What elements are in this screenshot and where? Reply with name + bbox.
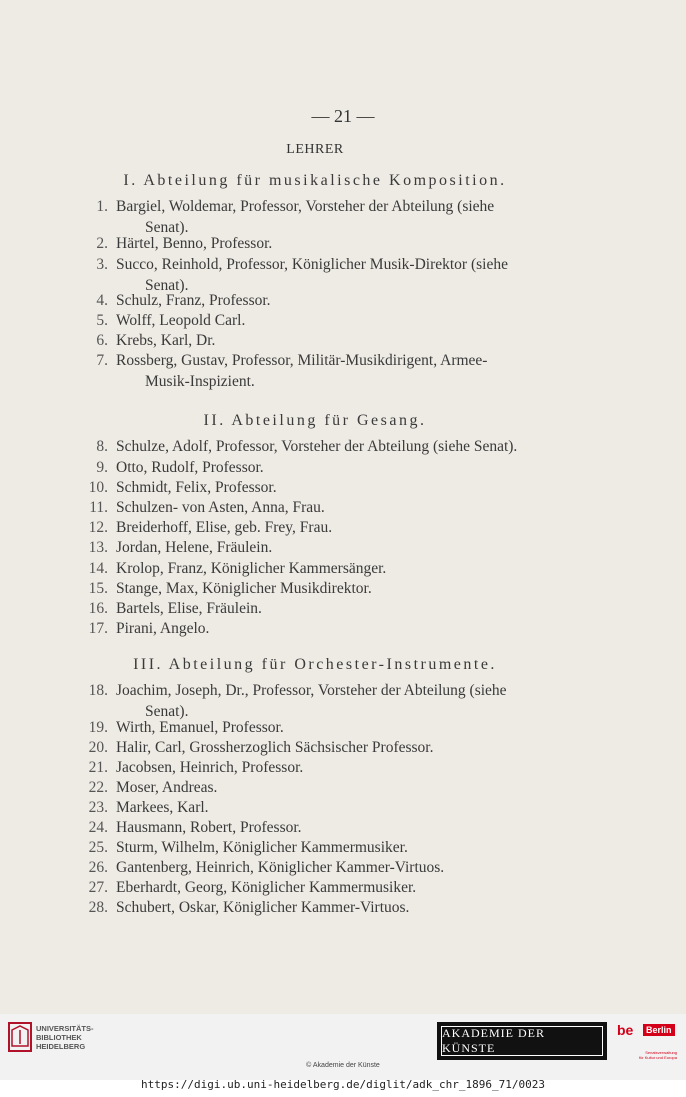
entry-text: Wirth, Emanuel, Professor. [116, 719, 284, 736]
list-item [78, 777, 554, 798]
entry-text: Bartels, Elise, Fräulein. [116, 600, 262, 617]
entry-number: 14. [88, 560, 108, 577]
entry-number: 5. [96, 312, 108, 329]
entry-text: Markees, Karl. [116, 799, 209, 816]
section-title-singing: II. Abteilung für Gesang. [203, 412, 427, 429]
list-item [78, 497, 554, 518]
entry-continuation: Musik-Inspizient. [145, 373, 255, 390]
entry-number: 25. [88, 839, 108, 856]
entry-continuation: Senat). [145, 219, 189, 236]
list-item [78, 680, 554, 722]
entry-text: Moser, Andreas. [116, 779, 218, 796]
entry-continuation: Senat). [145, 703, 189, 720]
akademie-label: AKADEMIE DER KÜNSTE [441, 1026, 603, 1056]
copyright-text: © Akademie der Künste [306, 1062, 380, 1069]
be-label: be [617, 1022, 634, 1038]
entry-number: 2. [96, 235, 108, 252]
entry-text: Sturm, Wilhelm, Königlicher Kammermusiker. [116, 839, 408, 856]
entry-number: 4. [96, 292, 108, 309]
list-item [78, 350, 554, 392]
list-item [78, 817, 554, 838]
list-item [78, 837, 554, 858]
list-item [78, 558, 554, 579]
entry-number: 21. [88, 759, 108, 776]
entry-number: 18. [88, 682, 108, 699]
entry-number: 16. [88, 600, 108, 617]
entry-text: Bargiel, Woldemar, Professor, Vorsteher der Abteilung (siehe [116, 198, 495, 215]
source-url[interactable]: https://digi.ub.uni-heidelberg.de/diglit/adk_chr_1896_71/0023 [141, 1078, 545, 1091]
section-title-composition: I. Abteilung für musikalische Komposition. [123, 172, 507, 189]
entry-text: Hausmann, Robert, Professor. [116, 819, 302, 836]
entry-text: Schulze, Adolf, Professor, Vorsteher der Abteilung (siehe Senat). [116, 438, 518, 455]
entry-text: Schulz, Franz, Professor. [116, 292, 271, 309]
entry-number: 10. [88, 479, 108, 496]
entry-number: 23. [88, 799, 108, 816]
entry-text: Otto, Rudolf, Professor. [116, 459, 264, 476]
entry-text: Eberhardt, Georg, Königlicher Kammermusiker. [116, 879, 417, 896]
list-item [78, 797, 554, 818]
list-item [78, 877, 554, 898]
entry-number: 24. [88, 819, 108, 836]
list-item [78, 477, 554, 498]
list-item [78, 517, 554, 538]
entry-number: 11. [89, 499, 108, 516]
entry-text: Wolff, Leopold Carl. [116, 312, 246, 329]
section-title-orchestra: III. Abteilung für Orchester-Instrumente. [133, 656, 497, 673]
entry-number: 26. [88, 859, 108, 876]
entry-text: Schubert, Oskar, Königlicher Kammer-Virtuos. [116, 899, 410, 916]
list-item [78, 598, 554, 619]
list-item [78, 897, 554, 918]
list-item [78, 737, 554, 758]
entry-number: 7. [96, 352, 108, 369]
list-item [78, 857, 554, 878]
entry-continuation: Senat). [145, 277, 189, 294]
entry-text: Jordan, Helene, Fräulein. [116, 539, 273, 556]
list-item [78, 457, 554, 478]
list-item [78, 618, 554, 639]
entry-number: 27. [88, 879, 108, 896]
list-item [78, 290, 554, 311]
entry-text: Succo, Reinhold, Professor, Königlicher Musik-Direktor (siehe [116, 256, 508, 273]
footer-bar [0, 1014, 686, 1080]
entry-text: Halir, Carl, Grossherzoglich Sächsischer Professor. [116, 739, 434, 756]
list-item [78, 436, 554, 457]
entry-number: 20. [88, 739, 108, 756]
list-item [78, 233, 554, 254]
university-seal-icon[interactable] [8, 1022, 32, 1056]
berlin-subtitle: Senatsverwaltung für Kultur und Europa [638, 1050, 677, 1060]
entry-number: 28. [88, 899, 108, 916]
entry-text: Härtel, Benno, Professor. [116, 235, 273, 252]
entry-text: Krebs, Karl, Dr. [116, 332, 216, 349]
entry-text: Krolop, Franz, Königlicher Kammersänger. [116, 560, 387, 577]
entry-text: Schulzen- von Asten, Anna, Frau. [116, 499, 325, 516]
entry-number: 1. [96, 198, 108, 215]
entry-text: Breiderhoff, Elise, geb. Frey, Frau. [116, 519, 333, 536]
entry-number: 17. [88, 620, 108, 637]
entry-number: 12. [88, 519, 108, 536]
entry-number: 9. [96, 459, 108, 476]
entry-number: 13. [88, 539, 108, 556]
list-item [78, 196, 554, 238]
entry-number: 19. [88, 719, 108, 736]
entry-text: Gantenberg, Heinrich, Königlicher Kammer-Virtuos. [116, 859, 445, 876]
berlin-badge: Berlin [643, 1024, 675, 1036]
list-item [78, 578, 554, 599]
entry-text: Rossberg, Gustav, Professor, Militär-Musikdirigent, Armee- [116, 352, 488, 369]
entry-text: Schmidt, Felix, Professor. [116, 479, 277, 496]
list-item [78, 537, 554, 558]
list-item [78, 757, 554, 778]
list-item [78, 717, 554, 738]
entry-number: 8. [96, 438, 108, 455]
page-heading: LEHRER [286, 142, 344, 157]
university-library-label[interactable]: UNIVERSITÄTS- BIBLIOTHEK HEIDELBERG [36, 1024, 94, 1051]
entry-number: 3. [96, 256, 108, 273]
list-item [78, 310, 554, 331]
entry-text: Pirani, Angelo. [116, 620, 210, 637]
entry-text: Stange, Max, Königlicher Musikdirektor. [116, 580, 372, 597]
entry-number: 15. [88, 580, 108, 597]
entry-number: 22. [88, 779, 108, 796]
list-item [78, 330, 554, 351]
akademie-logo[interactable] [437, 1022, 607, 1060]
entry-number: 6. [96, 332, 108, 349]
page-number: — 21 — [311, 106, 375, 126]
entry-text: Jacobsen, Heinrich, Professor. [116, 759, 304, 776]
entry-text: Joachim, Joseph, Dr., Professor, Vorsteher der Abteilung (siehe [116, 682, 507, 699]
